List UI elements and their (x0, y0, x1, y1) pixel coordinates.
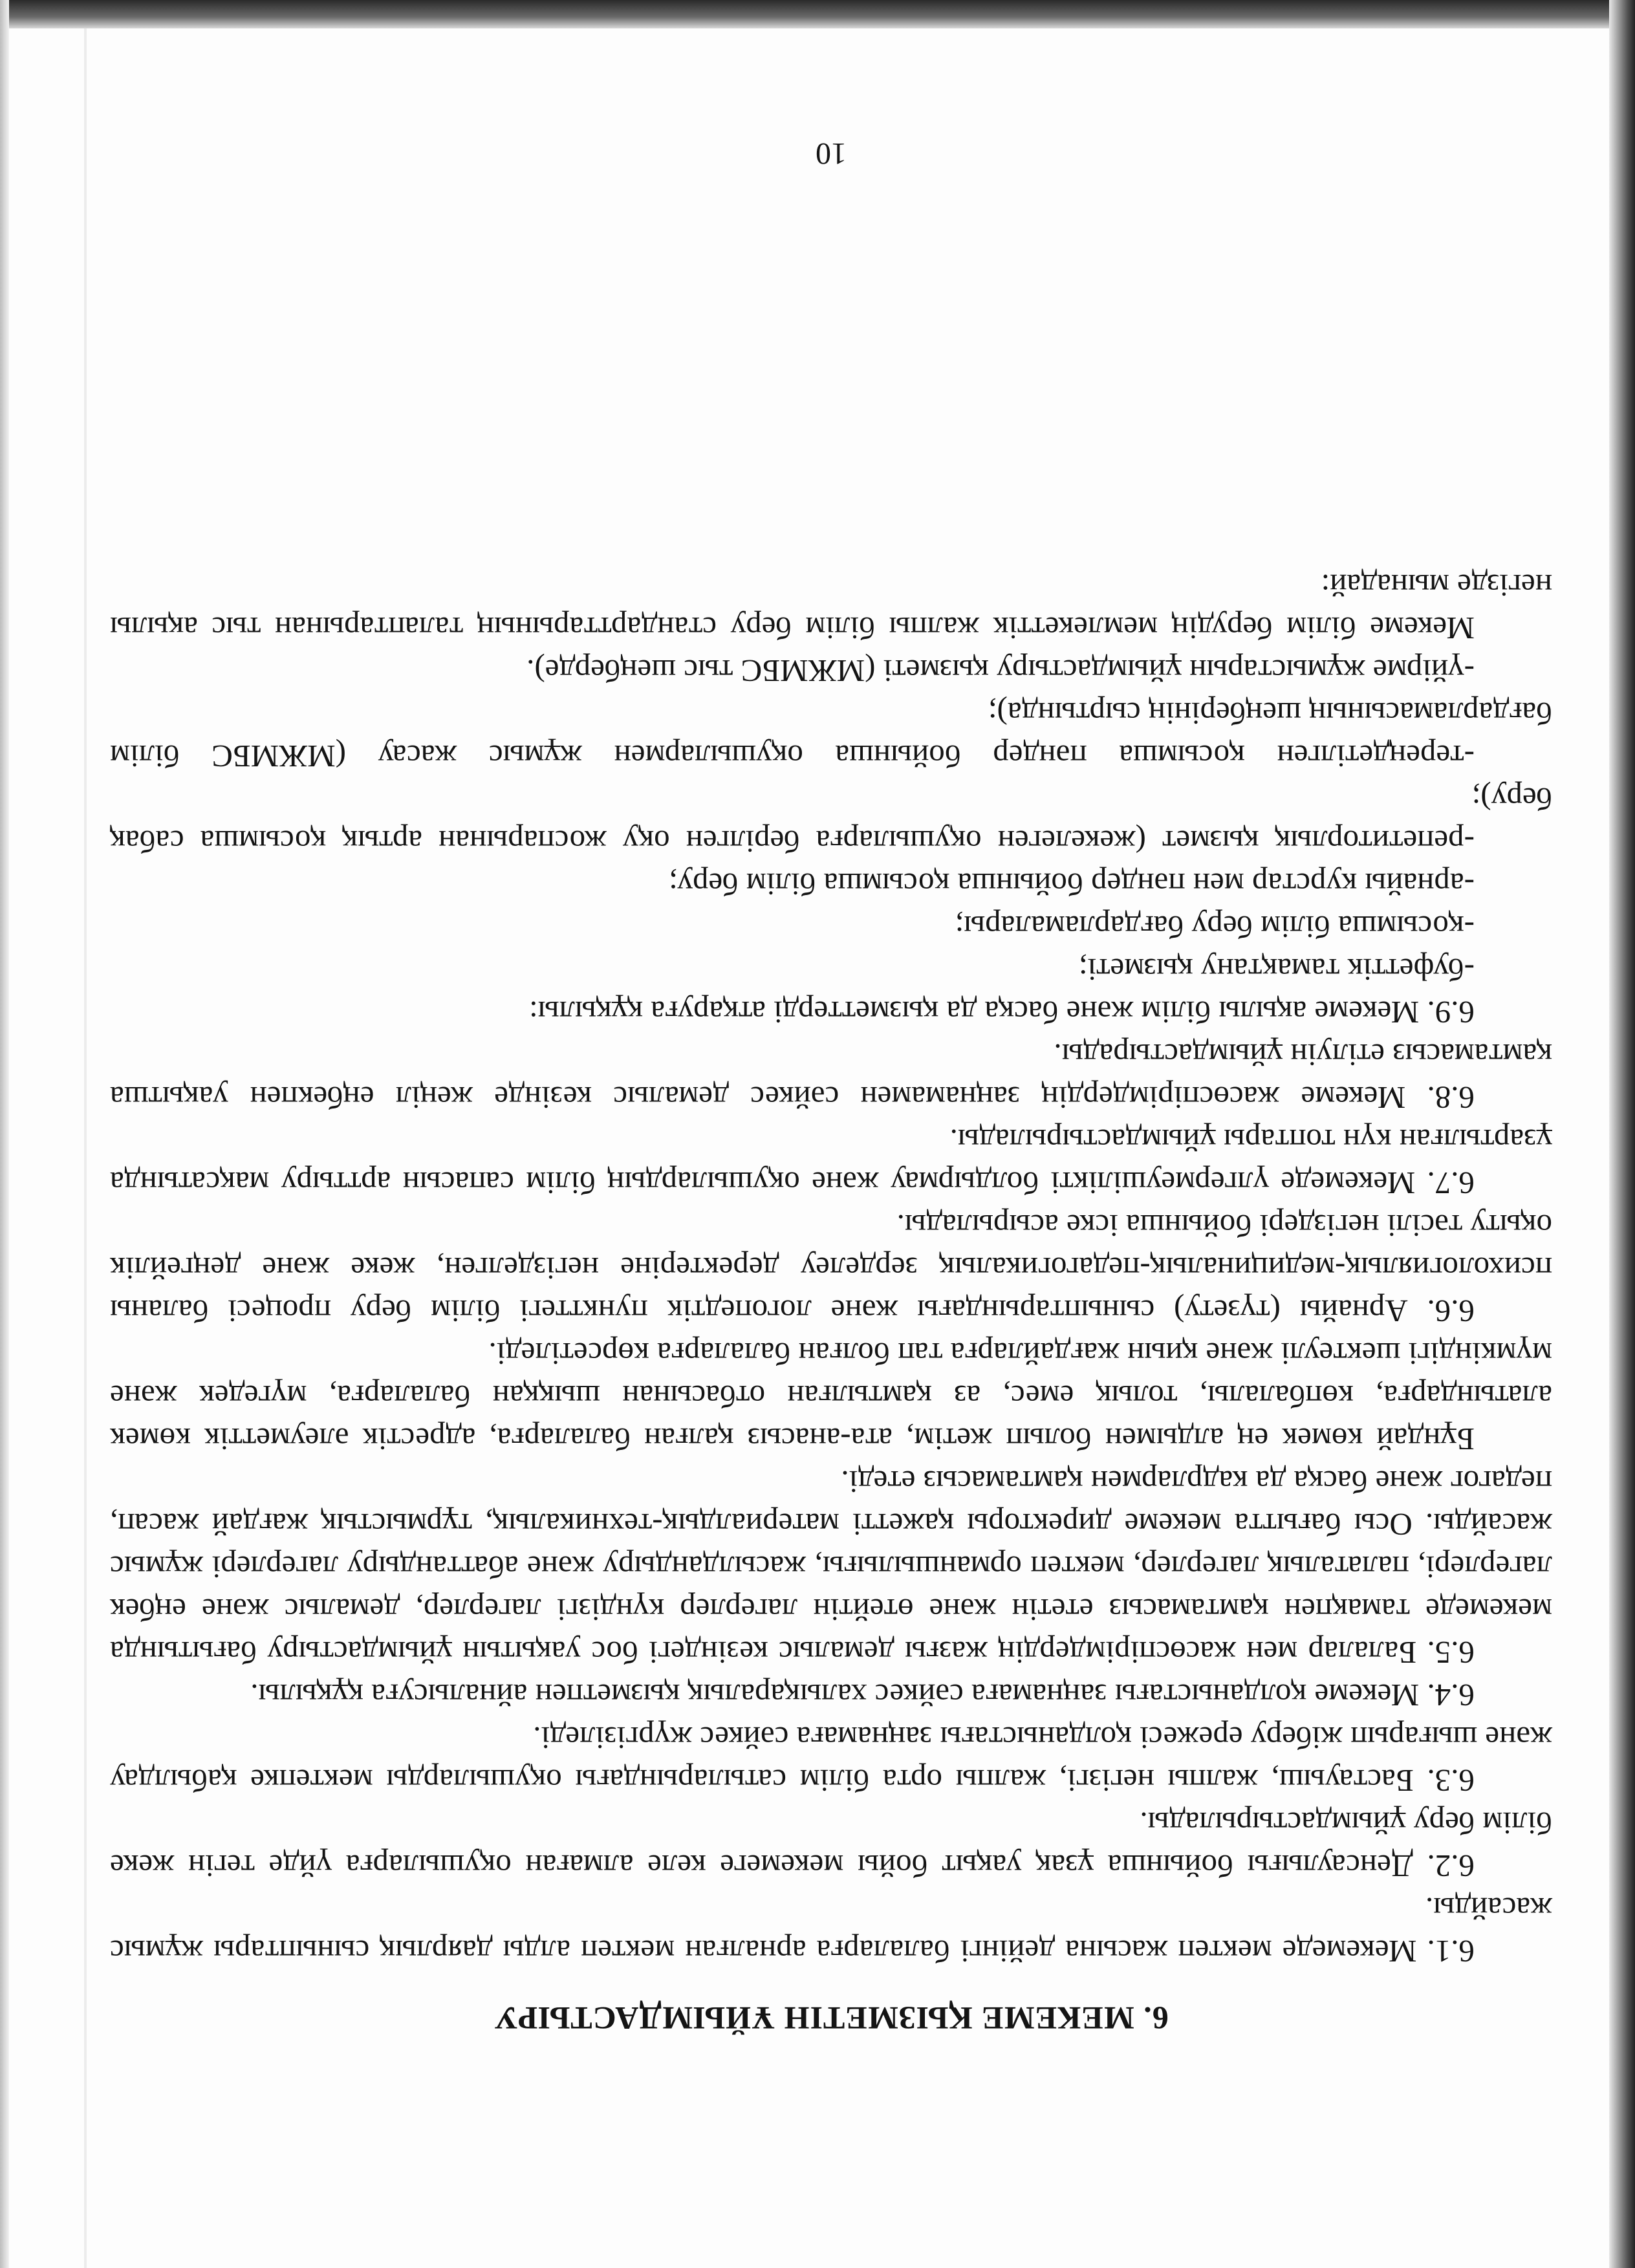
page-fold-shadow (84, 28, 87, 2268)
scanner-edge-left (0, 0, 9, 2268)
paragraph-6-4: 6.4. Мекеме қолданыстағы заңнамаға сәйкес халықаралық қызметпен айналысуға құқылы. (250, 1678, 1475, 1713)
paragraph-paid-basis: Мекеме білім берудің мемлекеттік жалпы білім беру стандарттарының талаптарынан тыс ақылы негізде мынадай: (110, 568, 1552, 646)
document-page (110, 58, 1552, 2231)
list-item-clubs: -үйірме жұмыстарын ұйымдастыру қызметі (МЖМБС тыс шеңберде). (526, 653, 1475, 689)
list-item-tutoring: -репетиторлық қызмет (жекелеген оқушыларға берілген оқу жоспарынан артық қосымша сабақ беру); (110, 781, 1552, 859)
list-item-additional-programs: -қосымша білім беру бағдарламалары; (955, 909, 1475, 945)
paragraph-6-2: 6.2. Денсаулығы бойынша ұзақ уақыт бойы мекемеге келе алмаған оқушыларға үйде тегін жеке білім беру ұйымдастырылады. (110, 1806, 1552, 1884)
list-item-advanced-subjects: -тереңдетілген қосымша пәндер бойынша оқушылармен жұмыс жасау (МЖМБС білім бағдарламасының шеңберінің сыртында); (110, 696, 1552, 774)
scanner-edge-top (0, 0, 1635, 28)
paragraph-6-7: 6.7. Мекемеде үлгермеушілікті болдырмау және оқушылардың білім сапасын арттыру мақсатында ұзартылған күн топтары ұйымдастырылады. (110, 1123, 1552, 1201)
list-item-special-courses: -арнайы курстар мен пәндер бойынша қосымша білім беру; (669, 867, 1475, 902)
paragraph-6-8: 6.8. Мекеме жасөспірімдердің заңнамамен сәйкес демалыс кезінде жеңіл еңбекпен уақытша қамтамасыз етілуін ұйымдастырады. (110, 1037, 1552, 1116)
paragraph-6-1: 6.1. Мекемеде мектеп жасына дейінгі балаларға арналған мектеп алды даярлық сыныптары жұмыс жасайды. (110, 1891, 1552, 1969)
section-heading: 6. МЕКЕМЕ ҚЫЗМЕТІН ҰЙЫМДАСТЫРУ (493, 2000, 1169, 2036)
paragraph-6-5: 6.5. Балалар мен жасөспірімдердің жазғы демалыс кезіндегі бос уақытын ұйымдастыру бағытында мекемеде тамақпен қамтамасыз ететін және өтейтін лагерлер күндізгі лагерлер, демалыс және еңбек лагерлері, палаталық лагерлер, мектеп орманшылығы, жасылдандыру және абаттандыру лагерлері жұмыс жасайды. Осы бағытта мекеме директоры қажетті материалдық-техникалық, тұрмыстық жағдай жасап, педагог және басқа да кадрлармен қамтамасыз етеді. (110, 1464, 1552, 1670)
paragraph-6-5-continued: Бұндай көмек ең алдымен болып жетім, ата-анасыз қалған балаларға, адрестік әлеуметтік көмек алатындарға, көпбалалы, толық емес, аз қамтылған отбасынан шыққан балаларға, мүгедек және мүмкіндігі шектеулі және қиын жағдайларға тап болған балаларға көрсетіледі. (110, 1336, 1552, 1457)
scanner-edge-right (1609, 0, 1635, 2268)
paragraph-6-6: 6.6. Арнайы (түзету) сыныптарындағы және логопедтік пункттегі білім беру процесі баланы психологиялық-медициналық-педагогикалық зерделеу деректеріне негізделген, жеке және деңгейлік оқыту тәсілі негіздері бойынша іске асырылады. (110, 1208, 1552, 1329)
page-number: 10 (816, 136, 847, 171)
paragraph-6-3: 6.3. Бастауыш, жалпы негізгі, жалпы орта білім сатыларындағы оқушыларды мектепке қабылдау және шығарып жіберу ережесі қолданыстағы заңнамаға сәйкес жүргізіледі. (110, 1720, 1552, 1798)
list-item-buffet: -буфеттік тамақтану қызметі; (1078, 952, 1475, 988)
paragraph-6-9: 6.9. Мекеме ақылы білім және басқа да қызметтерді атқаруға құқылы: (528, 995, 1475, 1030)
document-body (110, 564, 1552, 1972)
